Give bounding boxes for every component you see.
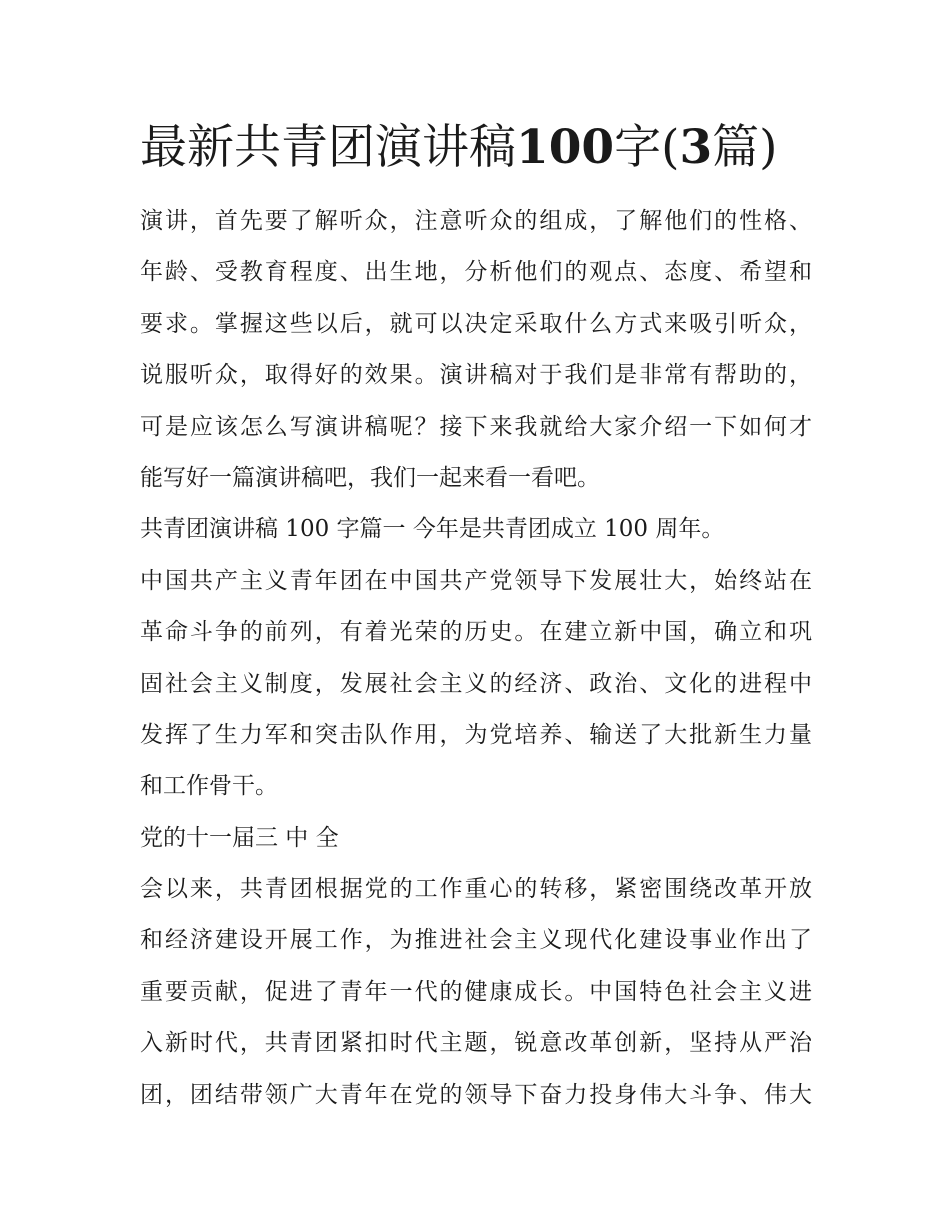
document-title [140,116,820,180]
body-line: 和工作骨干。 [140,773,278,800]
title-text: 最新共青团演讲稿 [140,120,516,175]
body-line: 入新时代，共青团紧扣时代主题，锐意改革创新，坚持从严治 [140,1030,812,1057]
body-line: 和经济建设开展工作，为推进社会主义现代化建设事业作出了 [140,927,812,954]
title-count: 3 [679,120,713,175]
document-body [140,196,812,1121]
title-suffix-a: 字( [614,120,680,175]
body-line: 团，团结带领广大青年在党的领导下奋力投身伟大斗争、伟大 [140,1081,812,1108]
body-line: 年龄、受教育程度、出生地，分析他们的观点、态度、希望和 [140,259,812,286]
body-line: 党的十一届三 中 全 [140,824,339,851]
body-line: 固社会主义制度，发展社会主义的经济、政治、文化的进程中 [140,670,812,697]
body-line: 能写好一篇演讲稿吧，我们一起来看一看吧。 [140,464,600,491]
body-line: 说服听众，取得好的效果。演讲稿对于我们是非常有帮助的， [140,362,812,389]
body-line: 会以来，共青团根据党的工作重心的转移，紧密围绕改革开放 [140,876,812,903]
title-number: 100 [516,120,615,175]
body-line: 共青团演讲稿 100 字篇一 今年是共青团成立 100 周年。 [140,516,725,543]
title-suffix-b: 篇) [712,120,778,175]
body-line: 革命斗争的前列，有着光荣的历史。在建立新中国，确立和巩 [140,619,812,646]
body-line: 要求。掌握这些以后，就可以决定采取什么方式来吸引听众， [140,310,812,337]
body-line: 演讲，首先要了解听众，注意听众的组成，了解他们的性格、 [140,208,812,234]
body-line: 中国共产主义青年团在中国共产党领导下发展壮大，始终站在 [140,567,812,594]
body-line: 发挥了生力军和突击队作用，为党培养、输送了大批新生力量 [140,721,812,748]
body-line: 重要贡献，促进了青年一代的健康成长。中国特色社会主义进 [140,978,812,1005]
body-line: 可是应该怎么写演讲稿呢？接下来我就给大家介绍一下如何才 [140,413,812,440]
